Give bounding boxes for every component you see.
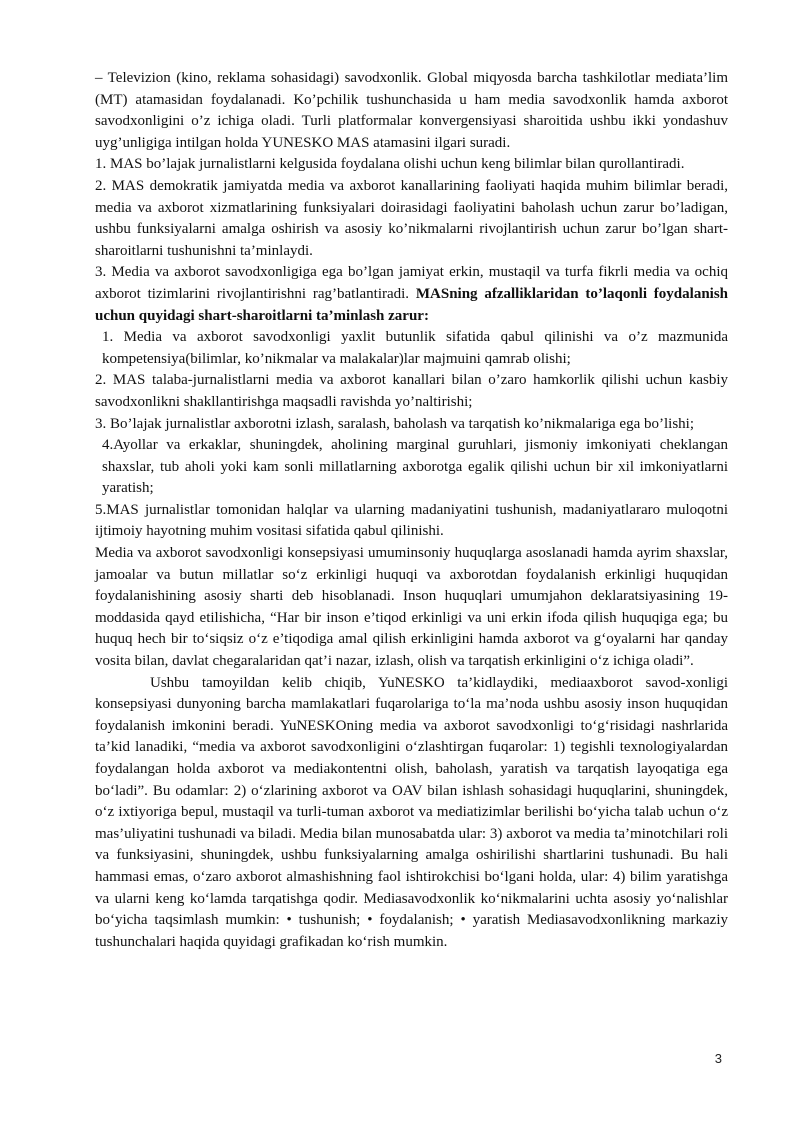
condition-item-5: 5.MAS jurnalistlar tomonidan halqlar va ularning madaniyatini tushunish, madaniyatlararo muloqotni ijtimoiy hayotning muhim vositasi sifatida qabul qilinishi. xyxy=(95,501,728,540)
conditions-heading: MASning afzalliklaridan to’laqonli foydalanish uchun quyidagi shart-sharoitlarni ta’minlash zarur: xyxy=(95,285,729,324)
condition-item-4: 4.Ayollar va erkaklar, shuningdek, aholining marginal guruhlari, jismoniy imkoniyati cheklangan shaxslar, tub aholi yoki kam sonli millatlarning axborotga egalik qilishi uchun bir xil imkoniyatlarni yaratish; xyxy=(102,437,728,497)
paragraph-unesco: Ushbu tamoyildan kelib chiqib, YuNESKO ta’kidlaydiki, mediaaxborot savod-xonligi konsepsiyasi dunyoning barcha mamlakatlari fuqarolariga to‘la ma’noda ushbu asosiy inson huquqidan foydalanish imkonini beradi. YuNESKOning media va axborot savodxonligi to‘g‘risidagi nashrlarida ta’kid lanadiki, “media va axborot savodxonligini o‘zlashtirgan fuqarolar: 1) tegishli texnologiyalardan foydalangan holda axborot va mediakontentni olish, baholash, yaratish va tarqatish layoqatiga ega bo‘ladi”. Bu odamlar: 2) o‘zlarining axborot va OAV bilan ishlash sohasidagi huquqlarini, shuningdek, o‘z ixtiyoriga bepul, mustaqil va turli-tuman axborot va mediatizimlar berilishi bo‘yicha talab uchun o‘z mas’uliyatini tushunadi va biladi. Media bilan munosabatda ular: 3) axborot va media ta’minotchilari roli va funksiyasini, shuningdek, ushbu funksiyalarning amalga oshirilishi shartlarini tushunadi. Bu hali hammasi emas, o‘zaro axborot almashishning faol ishtirokchisi bo‘lgani holda, ular: 4) bilim yaratishga va ularni keng ko‘lamda tarqatishga qodir. Mediasavodxonlik ko‘nikmalarini uchta asosiy yo‘nalishlar bo‘yicha taqsimlash mumkin: • tushunish; • foydalanish; • yaratish Mediasavodxonlikning markaziy tushunchalari haqida quyidagi grafikadan ko‘rish mumkin. xyxy=(95,674,728,950)
condition-item-3: 3. Bo’lajak jurnalistlar axborotni izlash, saralash, baholash va tarqatish ko’nikmalariga ega bo’lishi; xyxy=(95,415,694,432)
page-number: 3 xyxy=(714,1051,722,1066)
condition-item-2: 2. MAS talaba-jurnalistlarni media va axborot kanallari bilan o’zaro hamkorlik qilishi uchun kasbiy savodxonlikni shakllantirishga maqsadli ravishda yo’naltirishi; xyxy=(95,372,728,410)
list-item-2: 2. MAS demokratik jamiyatda media va axborot kanallarining faoliyati haqida muhim bilimlar beradi, media va axborot xizmatlarining funksiyalari doirasidagi faoliyatini baholash uchun zarur bo’ladigan, ushbu funksiyalarni amalga oshirish va asosiy ko’nikmalarni rivojlantirish uchun zarur bo’lgan shart-sharoitlarni tushunishni ta’minlaydi. xyxy=(95,177,728,259)
paragraph-intro: – Televizion (kino, reklama sohasidagi) savodxonlik. Global miqyosda barcha tashkilotlar mediata’lim (MT) atamasidan foydalanadi. Ko’pchilik tushunchasida u ham media savodxonlik hamda axborot savodxonligini o’z ichiga oladi. Turli platformalar konvergensiyasi sharoitida ushbu ikki yondashuv uyg’unligiga intilgan holda YUNESKO MAS atamasini ilgari suradi. xyxy=(95,70,728,151)
condition-item-1: 1. Media va axborot savodxonligi yaxlit butunlik sifatida qabul qilinishi va o’z mazmunida kompetensiya(bilimlar, ko’nikmalar va malakalar)lar majmuini qamrab olishi; xyxy=(102,329,728,367)
list-item-1: 1. MAS bo’lajak jurnalistlarni kelgusida foydalana olishi uchun keng bilimlar bilan qurollantiradi. xyxy=(95,156,685,173)
paragraph-concept: Media va axborot savodxonligi konsepsiyasi umuminsoniy huquqlarga asoslanadi hamda ayrim shaxslar, jamoalar va butun millatlar so‘z erkinligi huquqi va axborotdan foydalanish erkinligi huquqidan foydalanishining asosiy sharti deb hisoblanadi. Inson huquqlari umumjahon deklaratsiyasining 19-moddasida qayd etilishicha, “Har bir inson e’tiqod erkinligi va uni erkin ifoda qilish huquqiga ega; bu huquq hech bir to‘siqsiz o‘z e’tiqodiga amal qilish erkinligini hamda axborot va g‘oyalarni har qanday vosita bilan, davlat chegaralaridan qat’i nazar, izlash, olish va tarqatish erkinligini o‘z ichiga oladi”. xyxy=(95,545,728,670)
list-item-3 xyxy=(95,262,728,327)
list-item-3-text: 3. Media va axborot savodxonligiga ega bo’lgan jamiyat erkin, mustaqil va turfa fikrli media va ochiq axborot tizimlarini rivojlantirishni rag’batlantiradi. xyxy=(95,264,728,302)
